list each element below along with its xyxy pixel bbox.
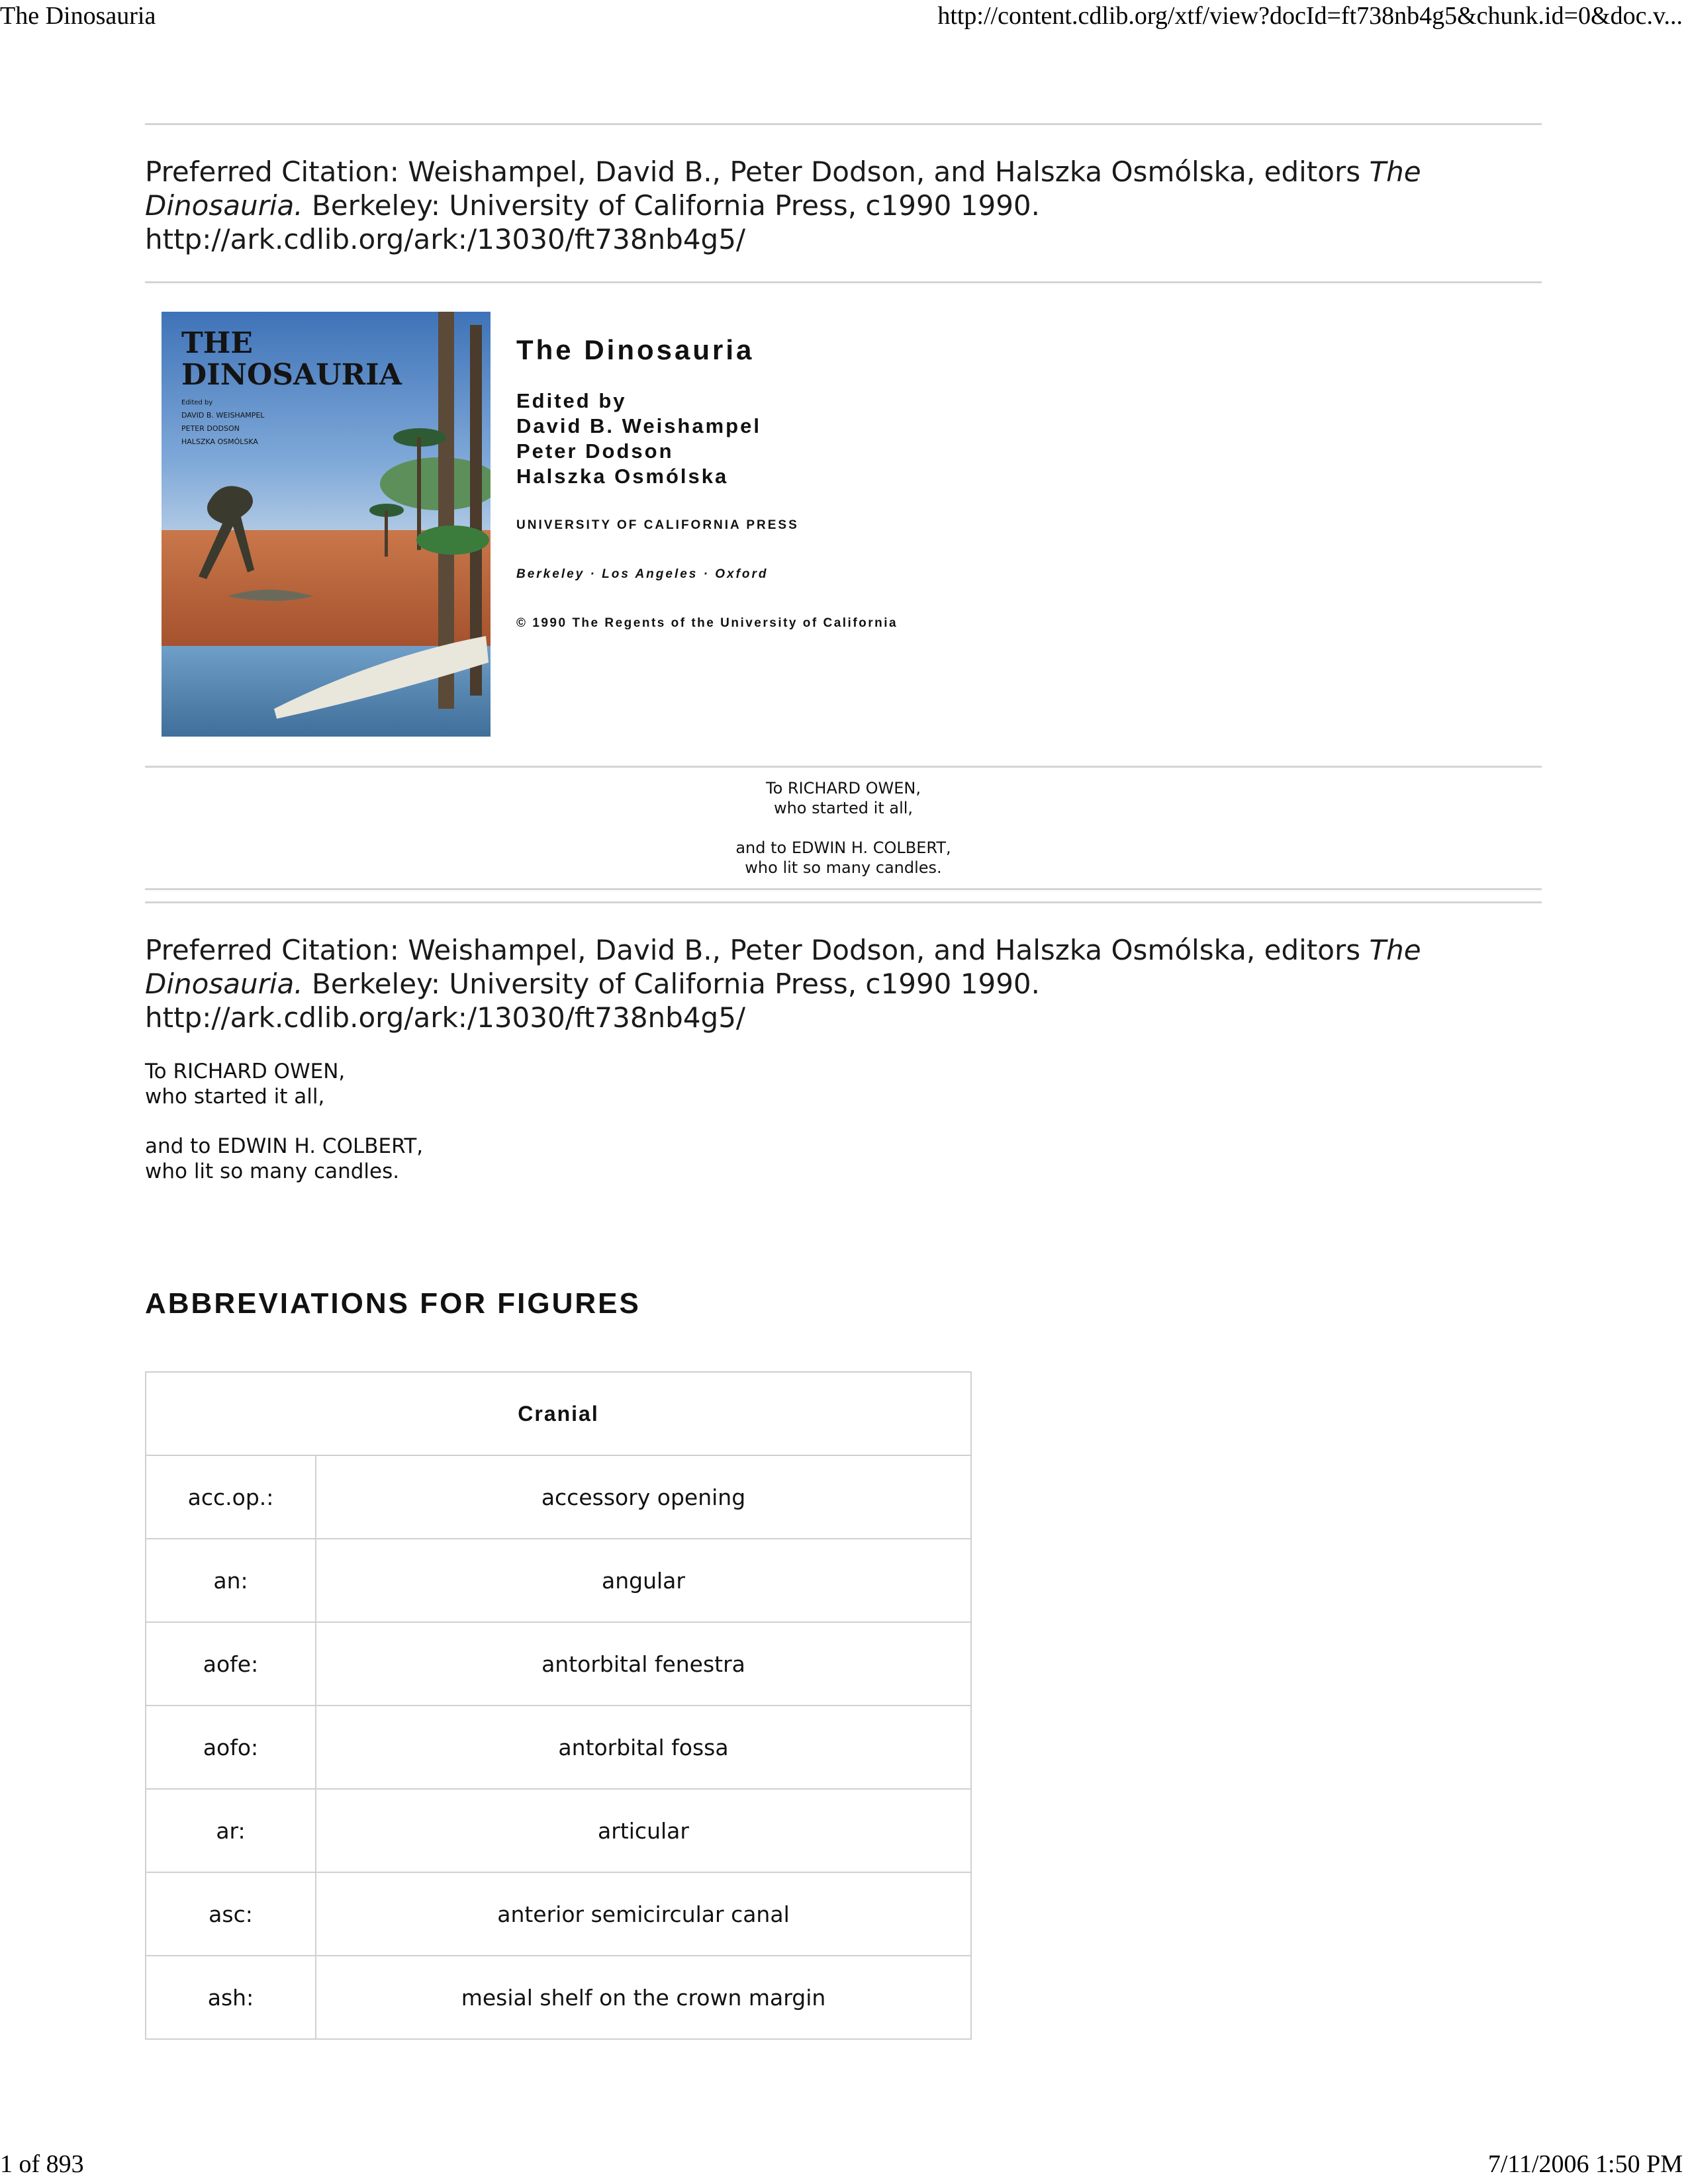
citation-prefix: Preferred Citation: Weishampel, David B., Peter Dodson, and Halszka Osmólska, editors: [145, 934, 1370, 966]
citation-title: The: [1369, 156, 1421, 188]
table-header: Cranial: [146, 1372, 971, 1455]
meaning-cell: accessory opening: [316, 1455, 971, 1539]
title-block: [516, 334, 898, 631]
copyright-line: © 1990 The Regents of the University of California: [516, 616, 898, 630]
editor-name: Halszka Osmólska: [516, 465, 729, 488]
citation-title: The: [1369, 934, 1421, 966]
print-header-url: http://content.cdlib.org/xtf/view?docId=ft738nb4g5&chunk.id=0&doc.v...: [937, 2, 1683, 30]
cover-title-line2: DINOSAURIA: [181, 358, 402, 392]
cover-editor: DAVID B. WEISHAMPEL: [181, 411, 265, 420]
print-footer-page: 1 of 893: [0, 2150, 84, 2178]
cover-title-line1: THE: [181, 326, 253, 360]
table-row: [146, 1539, 971, 1622]
meaning-cell: antorbital fenestra: [316, 1622, 971, 1706]
dedication-line: who started it all,: [145, 1085, 325, 1109]
divider: [145, 901, 1542, 903]
section-heading: ABBREVIATIONS FOR FIGURES: [145, 1287, 641, 1320]
print-header-title: The Dinosauria: [0, 2, 156, 30]
meaning-cell: angular: [316, 1539, 971, 1622]
dedication-line: and to EDWIN H. COLBERT,: [735, 839, 951, 857]
citation-title: Dinosauria.: [145, 968, 303, 1000]
divider: [145, 123, 1542, 125]
book-cover-image: [162, 312, 491, 737]
cover-editor: HALSZKA OSMÓLSKA: [181, 437, 258, 446]
dedication-left: [145, 1059, 423, 1184]
editor-name: Peter Dodson: [516, 439, 674, 463]
table-row: [146, 1622, 971, 1706]
table-row: [146, 1872, 971, 1956]
citation-ark-link[interactable]: http://ark.cdlib.org/ark:/13030/ft738nb4g5/: [145, 1001, 746, 1034]
meaning-cell: articular: [316, 1789, 971, 1872]
abbr-cell: aofe:: [146, 1622, 316, 1706]
abbr-cell: ash:: [146, 1956, 316, 2039]
edited-by-label: Edited by: [516, 389, 627, 412]
dedication-centered: [145, 778, 1542, 878]
abbreviations-table: [145, 1371, 972, 2040]
citation-prefix: Preferred Citation: Weishampel, David B., Peter Dodson, and Halszka Osmólska, editors: [145, 156, 1370, 188]
cover-editor: PETER DODSON: [181, 424, 240, 433]
dedication-line: and to EDWIN H. COLBERT,: [145, 1134, 424, 1158]
divider: [145, 281, 1542, 283]
print-footer-datetime: 7/11/2006 1:50 PM: [1487, 2150, 1683, 2178]
citation-ark-link[interactable]: http://ark.cdlib.org/ark:/13030/ft738nb4g5/: [145, 223, 746, 255]
editor-name: David B. Weishampel: [516, 414, 761, 437]
meaning-cell: anterior semicircular canal: [316, 1872, 971, 1956]
meaning-cell: antorbital fossa: [316, 1706, 971, 1789]
abbr-cell: an:: [146, 1539, 316, 1622]
dedication-line: To RICHARD OWEN,: [145, 1060, 346, 1083]
meaning-cell: mesial shelf on the crown margin: [316, 1956, 971, 2039]
abbr-cell: asc:: [146, 1872, 316, 1956]
citation-publisher: Berkeley: University of California Press, c1990 1990.: [303, 189, 1040, 222]
table-row: [146, 1706, 971, 1789]
dedication-line: who lit so many candles.: [745, 858, 942, 877]
divider: [145, 888, 1542, 890]
dedication-line: who started it all,: [773, 799, 914, 817]
dedication-line: who lit so many candles.: [145, 1160, 400, 1183]
dedication-line: To RICHARD OWEN,: [765, 779, 921, 797]
citation-publisher: Berkeley: University of California Press, c1990 1990.: [303, 968, 1040, 1000]
citation-block-bottom: [145, 933, 1542, 1034]
publisher-places: Berkeley · Los Angeles · Oxford: [516, 567, 769, 581]
abbr-cell: acc.op.:: [146, 1455, 316, 1539]
citation-title: Dinosauria.: [145, 189, 303, 222]
citation-block-top: [145, 155, 1542, 256]
cover-edited: Edited by: [181, 399, 213, 406]
table-row: [146, 1455, 971, 1539]
abbr-cell: aofo:: [146, 1706, 316, 1789]
book-title: The Dinosauria: [516, 334, 755, 365]
divider: [145, 766, 1542, 768]
abbr-cell: ar:: [146, 1789, 316, 1872]
publisher-name: UNIVERSITY OF CALIFORNIA PRESS: [516, 518, 799, 532]
table-row: [146, 1789, 971, 1872]
table-row: [146, 1956, 971, 2039]
